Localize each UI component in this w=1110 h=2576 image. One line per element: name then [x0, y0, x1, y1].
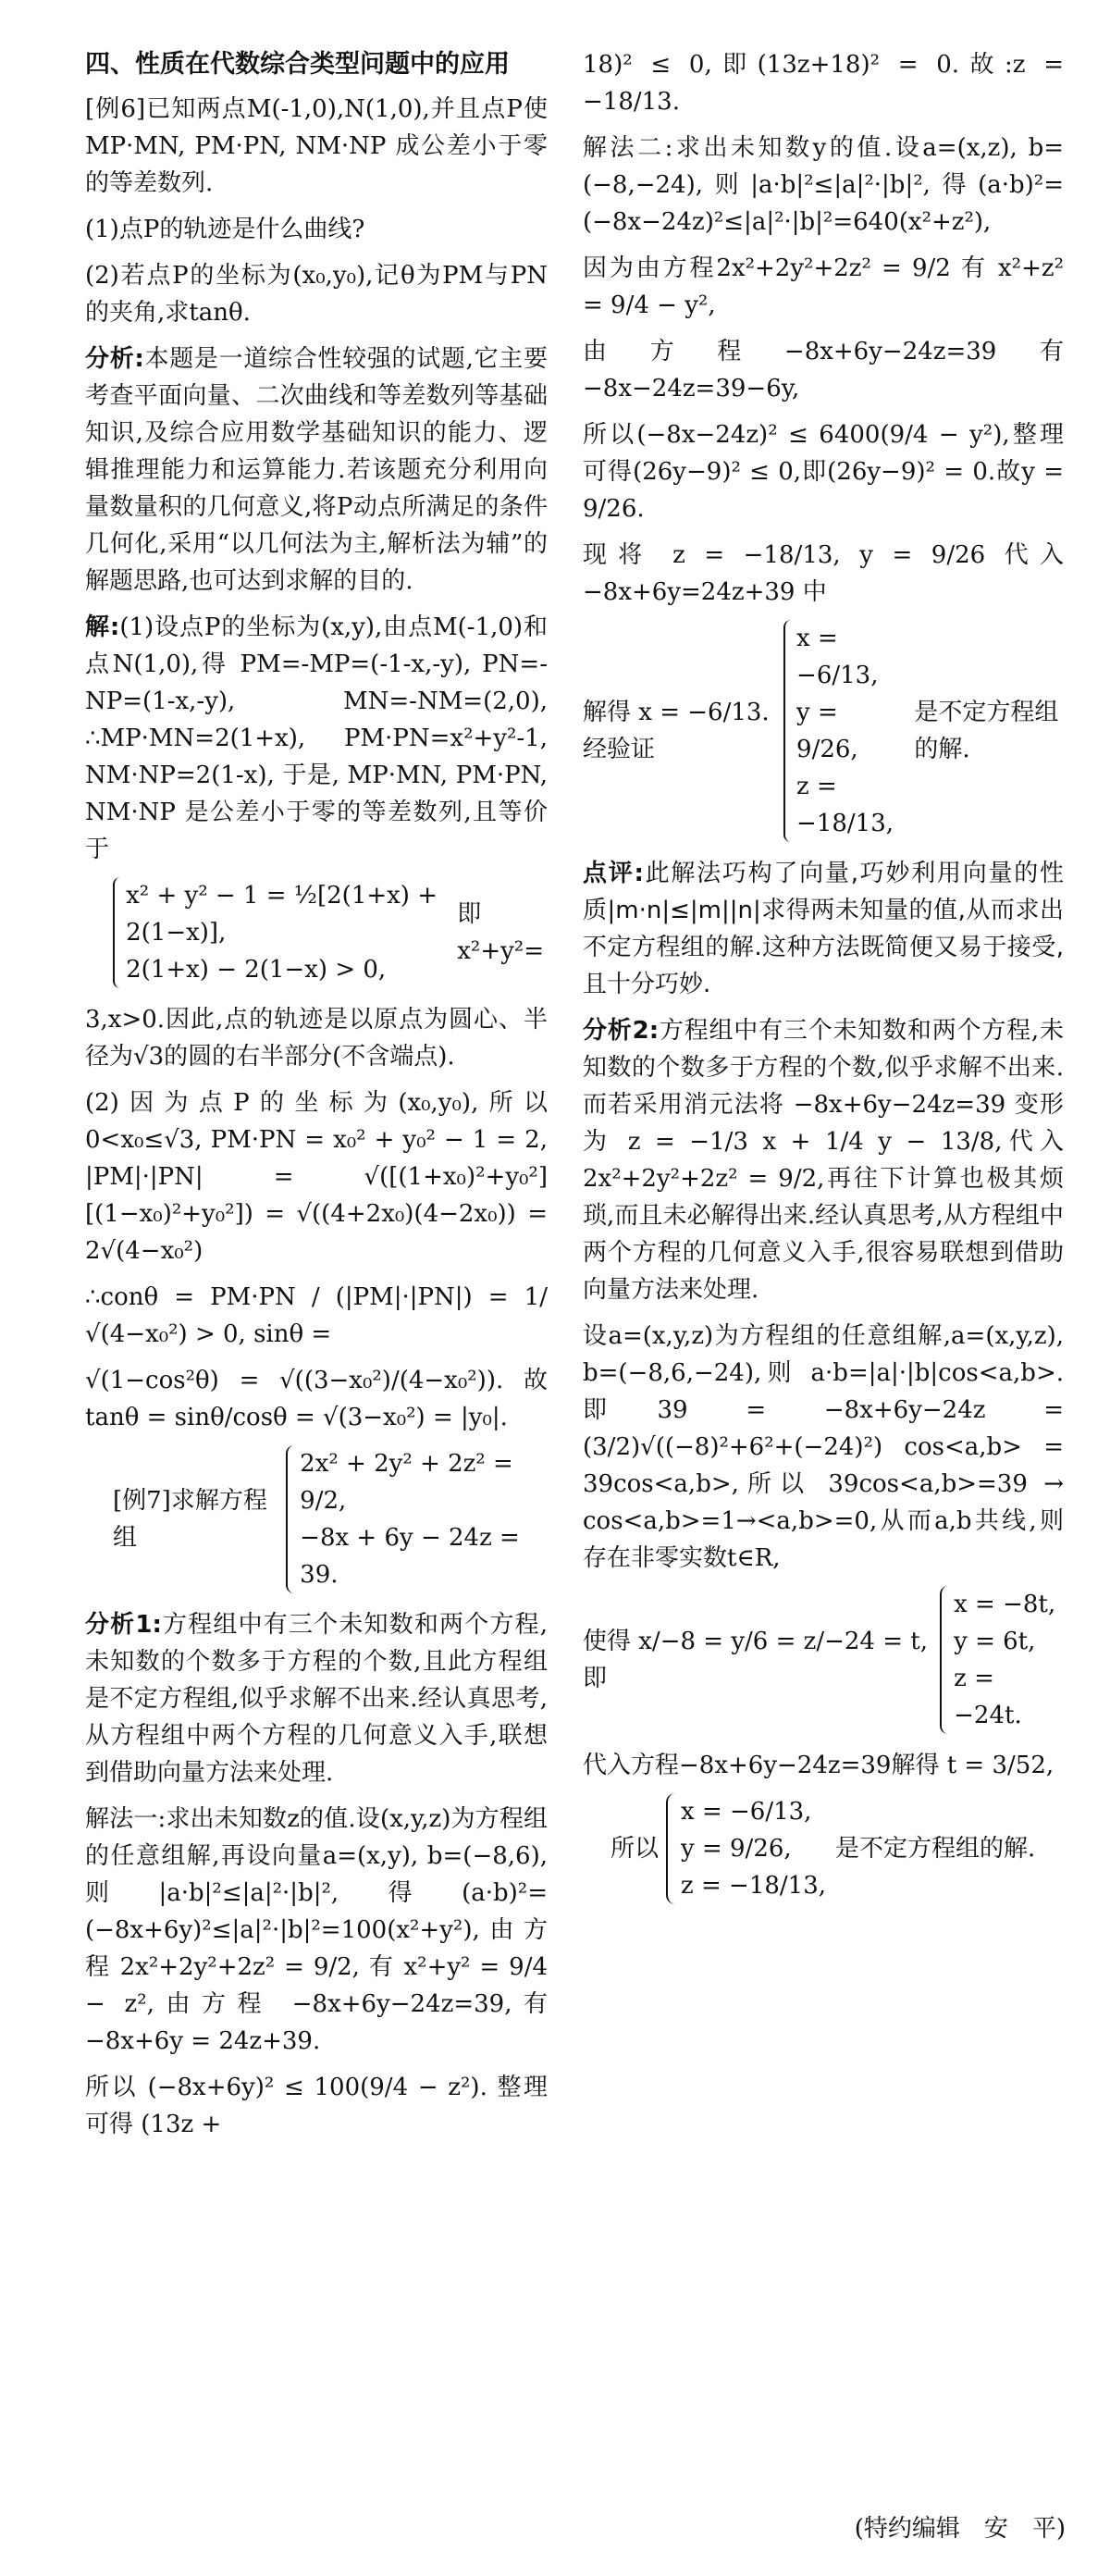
- analysis-1-label: 分析1:: [85, 1611, 162, 1639]
- solution-2: (2)因为点P的坐标为(x₀,y₀),所以0<x₀≤√3, PM·PN = x₀² + y₀² − 1 = 2, |PM|·|PN| = √([(1+x₀)²+y₀²][(1−x₀)²+y₀²]) = √((4+2x₀)(4−2x₀)) = 2√(4−x₀²): [85, 1089, 548, 1265]
- section-heading: 四、性质在代数综合类型问题中的应用: [85, 50, 510, 79]
- equation-line: 2x² + 2y² + 2z² = 9/2,: [300, 1450, 513, 1515]
- t-value: 代入方程−8x+6y−24z=39解得 t = 3/52,: [583, 1752, 1054, 1779]
- solution-1: [85, 609, 548, 868]
- left-column: [85, 46, 548, 2152]
- equation-line: z = −18/13,: [681, 1872, 827, 1900]
- analysis-1: [85, 1606, 548, 1791]
- remark-text: 此解法巧构了向量,巧妙利用向量的性质|m·n|≤|m||n|求得两未知量的值,从而求出不定方程组的解.这种方法既简便又易于接受,且十分巧妙.: [583, 860, 1064, 998]
- final-solution: [610, 1793, 1064, 1904]
- brace: [666, 1793, 675, 1904]
- editor-credit: (特约编辑 安 平): [854, 2515, 1066, 2543]
- method-2-step: 所以(−8x−24z)² ≤ 6400(9/4 − y²),整理可得(26y−9)² ≤ 0,即(26y−9)² = 0.故y = 9/26.: [583, 421, 1064, 523]
- solution-1-text: (1)设点P的坐标为(x,y),由点M(-1,0)和点N(1,0),得 PM=-MP=(-1-x,-y), PN=-NP=(1-x,-y), MN=-NM=(2,0), ∴MP·MN=2(1+x), PM·PN=x²+y²-1, NM·NP=2(1-x), 于是, MP·MN, PM·PN, NM·NP 是公差小于零的等差数列,且等价于: [85, 613, 548, 863]
- equation-line: z = −18/13,: [796, 773, 894, 837]
- equation-line: 2(1+x) − 2(1−x) > 0,: [126, 956, 387, 984]
- analysis-2: [583, 1012, 1064, 1308]
- question-2: (2)若点P的坐标为(x₀,y₀),记θ为PM与PN的夹角,求tanθ.: [85, 262, 548, 327]
- equation-system-1: [113, 877, 548, 988]
- equation-tail: 即 x²+y²=: [457, 900, 545, 965]
- remark-label: 点评:: [583, 860, 644, 887]
- analysis-label: 分析:: [85, 345, 144, 373]
- equation-line: y = 6t,: [954, 1628, 1036, 1655]
- equation-line: y = 9/26,: [796, 699, 858, 763]
- solution-tail: 是不定方程组的解.: [914, 699, 1059, 763]
- brace: [783, 620, 791, 842]
- analysis-1-text: 方程组中有三个未知数和两个方程,未知数的个数多于方程的个数,且此方程组是不定方程组,似乎求解不出来.经认真思考,从方程组中两个方程的几何意义入手,联想到借助向量方法来处理.: [85, 1611, 548, 1787]
- method-1-continued: 18)² ≤ 0,即(13z+18)² = 0.故:z = −18/13.: [583, 51, 1064, 116]
- remark: [583, 855, 1064, 1003]
- ratio-line: 使得 x/−8 = y/6 = z/−24 = t,即: [583, 1628, 928, 1692]
- cos-line: ∴conθ = PM·PN / (|PM|·|PN|) = 1/√(4−x₀²) > 0, sinθ =: [85, 1283, 548, 1348]
- method-2-step: 现将 z = −18/13, y = 9/26 代入 −8x+6y=24z+39 中: [583, 541, 1064, 606]
- example-6: [例6]已知两点M(-1,0),N(1,0),并且点P使 MP·MN, PM·PN, NM·NP 成公差小于零的等差数列.: [85, 95, 548, 197]
- question-1: (1)点P的轨迹是什么曲线?: [85, 216, 365, 243]
- equation-line: x = −8t,: [954, 1591, 1056, 1618]
- solution-label: 解:: [85, 613, 120, 641]
- example-7: [113, 1445, 548, 1593]
- analysis-2-text: 方程组中有三个未知数和两个方程,未知数的个数多于方程的个数,似乎求解不出来.而若采用消元法将 −8x+6y−24z=39 变形为 z = −1/3 x + 1/4 y − 13/8,代入 2x²+2y²+2z² = 9/2,再往下计算也极其烦琐,而且未必解得出来.经认真思考,从方程组中两个方程的几何意义入手,很容易联想到借助向量方法来处理.: [583, 1017, 1064, 1304]
- analysis-paragraph: [85, 341, 548, 600]
- right-column: [583, 46, 1064, 1917]
- brace: [113, 877, 120, 988]
- tan-line: √(1−cos²θ) = √((3−x₀²)/(4−x₀²)). 故 tanθ = sinθ/cosθ = √(3−x₀²) = |y₀|.: [85, 1367, 548, 1431]
- method-2: 解法二:求出未知数y的值.设a=(x,z), b=(−8,−24),则|a·b|²≤|a|²·|b|²,得(a·b)²=(−8x−24z)²≤|a|²·|b|²=640(x²+z²),: [583, 134, 1064, 236]
- method-1: 解法一:求出未知数z的值.设(x,y,z)为方程组的任意组解,再设向量a=(x,y), b=(−8,6),则|a·b|²≤|a|²·|b|²,得(a·b)²=(−8x+6y)²≤|a|²·|b|²=100(x²+y²),由方程 2x²+2y²+2z² = 9/2, 有 x²+y² = 9/4 − z²,由方程 −8x+6y−24z=39,有 −8x+6y = 24z+39.: [85, 1805, 548, 2055]
- method-1-end: 所以 (−8x+6y)² ≤ 100(9/4 − z²). 整理可得 (13z +: [85, 2074, 548, 2138]
- final-tail: 是不定方程组的解.: [835, 1835, 1036, 1863]
- equation-line: x² + y² − 1 = ½[2(1+x) + 2(1−x)],: [126, 882, 438, 947]
- final-prefix: 所以: [610, 1835, 660, 1863]
- brace: [940, 1586, 949, 1734]
- equation-line: y = 9/26,: [681, 1835, 792, 1863]
- example-7-label: [例7]求解方程组: [113, 1487, 267, 1552]
- method-3: 设a=(x,y,z)为方程组的任意组解,a=(x,y,z), b=(−8,6,−24),则 a·b=|a|·|b|cos<a,b>.即39 = −8x+6y−24z = (3/2)√((−8)²+6²+(−24)²) cos<a,b> = 39cos<a,b>,所以 39cos<a,b>=39 → cos<a,b>=1→<a,b>=0,从而a,b共线,则存在非零实数t∈R,: [583, 1322, 1064, 1572]
- equation-line: −8x + 6y − 24z = 39.: [300, 1524, 520, 1589]
- solution-1-conclusion: 3,x>0.因此,点的轨迹是以原点为圆心、半径为√3的圆的右半部分(不含端点).: [85, 1006, 548, 1071]
- method-2-step: 因为由方程2x²+2y²+2z² = 9/2 有 x²+z² = 9/4 − y²,: [583, 254, 1064, 319]
- solution-x: 解得 x = −6/13.经验证: [583, 699, 770, 763]
- brace: [286, 1445, 294, 1593]
- equation-line: x = −6/13,: [796, 625, 879, 689]
- analysis-text: 本题是一道综合性较强的试题,它主要考查平面向量、二次曲线和等差数列等基础知识,及综合应用数学基础知识的能力、逻辑推理能力和运算能力.若该题充分利用向量数量积的几何意义,将P动点所满足的条件几何化,采用“以几何法为主,解析法为辅”的解题思路,也可达到求解的目的.: [85, 345, 549, 595]
- collinear-system: [583, 1586, 1064, 1734]
- analysis-2-label: 分析2:: [583, 1017, 660, 1045]
- solution-verification: [583, 620, 1064, 842]
- equation-line: z = −24t.: [954, 1665, 1022, 1729]
- method-2-step: 由方程−8x+6y−24z=39有−8x−24z=39−6y,: [583, 338, 1064, 402]
- equation-line: x = −6/13,: [681, 1798, 812, 1826]
